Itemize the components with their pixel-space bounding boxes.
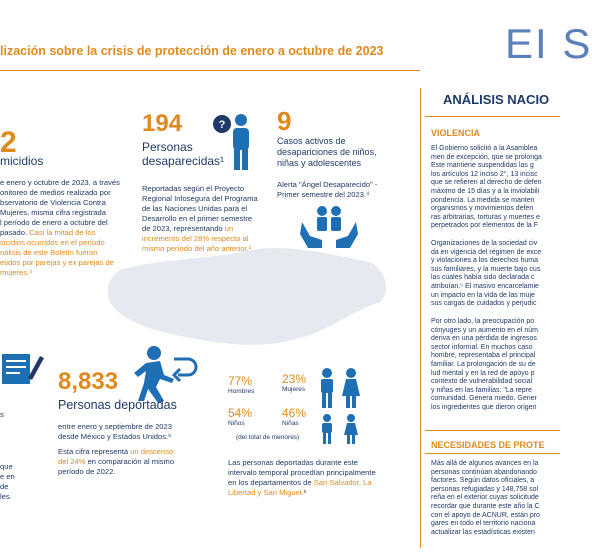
text-line-highlight: Libertad y San Miguel. [228,488,304,497]
deported-label: Personas deportadas [58,398,177,412]
text-line: sus familiares, y la muerte bajo cus [431,265,541,273]
text-line: sus cargas de cuidados y perjudic [431,300,537,308]
boy-icon [318,414,336,444]
text-line: en los departamentos de [228,478,312,487]
disappeared-label-1: Personas [142,140,193,154]
text-line: personas continúan abandonando [431,468,537,476]
text-line: lud mental y en la red de apoyo p [431,369,535,377]
text-line: un impacto en la vida de las muje [431,291,535,299]
protection-paragraph [431,460,551,537]
text-line: organismos y movimientos defen [431,205,534,213]
deported-number: 8,833 [58,368,119,395]
analysis-title: ANÁLISIS NACIO [443,92,550,107]
brand-logo: EI S [505,20,592,67]
text-line: contexto de vulnerabilidad social [431,378,533,386]
left-fragment-2: que [0,462,13,471]
text-line: hombre, representaba el principal [431,352,536,360]
text-line: Alerta "Ángel Desaparecido" - [277,180,378,189]
women-label: Mujeres [282,386,306,393]
left-fragment-3: e en [0,472,15,481]
running-person-icon [130,345,196,403]
text-line-highlight: incremento del 28% respecto al [142,234,249,243]
text-line: cónyuges y un aumento en el núm [431,326,539,334]
text-line: Las personas deportadas durante este [228,458,359,467]
text-line: que se refieren al derecho de defen [431,179,542,187]
men-label: Hombres [228,388,255,395]
text-line: y niñas en las familias: "La repre [431,386,532,394]
text-line-highlight: del 24% [58,457,86,466]
text-line: Este mantiene suspendidas las g [431,162,534,170]
women-percent: 23% [282,372,307,386]
text-line: onitoreo de medios realizado por [0,188,111,197]
protection-section-title: NECESIDADES DE PROTE [431,440,545,450]
children-number: 9 [277,106,292,136]
text-line: Organizaciones de la sociedad civ [431,240,538,247]
person-question-icon [208,112,260,174]
text-line-highlight: sicidios ocurridos en el período [0,238,105,247]
boys-label: Niños [228,420,245,427]
text-line: reña en el exterior cuyas solicitude [431,494,539,502]
text-line-highlight: nálisis de este Boletín fueron [0,248,98,257]
text-line: da en vigencia del régimen de exce [431,248,542,256]
disappeared-number: 194 [142,110,183,137]
analysis-title-rule [425,116,560,117]
violence-paragraph-2 [431,240,551,309]
text-line-highlight: un [224,224,234,233]
text-line: con el apoyo de ACNUR, están pro [431,511,540,519]
man-icon [316,368,338,408]
text-line: período de 2022. [58,467,116,476]
girl-icon [342,414,360,444]
deported-text-1 [58,422,218,442]
violence-paragraph-1 [431,145,551,231]
text-line: Regional Infosegura del Programa [142,194,258,203]
hands-children-icon [298,204,360,250]
el-salvador-map [100,240,400,360]
svg-text:?: ? [218,119,226,131]
text-line: Esta cifra representa [58,447,129,456]
text-line: comunidad. Genera miedo. Gener [431,395,537,403]
text-line: men de excepción, que se prolonga [431,153,542,161]
left-fragment-4: de [0,482,9,491]
text-line: pondencia. La medida se manten [431,196,535,204]
text-line: Mujeres, misma cifra registrada [0,208,106,217]
text-line: ras arbitrarias, torturas y muertes e [431,213,540,221]
minors-note: (del total de menores) [236,434,300,441]
label-line: niñas y adolescentes [277,158,362,168]
section-rule [425,430,560,431]
text-line: Primer semestre del 2023.⁴ [277,190,370,199]
homicides-text [0,178,125,278]
text-line-highlight: mismo período del año anterior.² [142,244,252,253]
text-line: bservatorio de Violencia Contra [0,198,106,207]
homicides-number: 2 [0,126,17,159]
column-divider [420,88,421,548]
left-fragment-5: les. [0,492,12,501]
men-percent: 77% [228,374,253,388]
text-line: los ingredientes que dieron origen [431,403,537,411]
document-pen-icon [0,348,44,388]
text-line: desde México y Estados Unidos.⁶ [58,432,172,441]
text-line: Desarrollo en el primer semestre [142,214,253,223]
violence-paragraph-3 [431,318,551,413]
text-line: entre enero y septiembre de 2023 [58,422,172,431]
text-line-highlight: Casi la mitad de los [29,228,96,237]
homicides-label: micidios [0,154,44,168]
label-line: desapariciones de niños, [277,147,377,157]
text-line-highlight: etidos por parejas y ex parejas de [0,258,114,267]
text-line: las cuales había sido declarada c [431,274,535,282]
text-line: l período de enero a octubre del [0,218,108,227]
text-line: de 2023, representando [142,224,223,233]
text-line: de las Naciones Unidas para el [142,204,248,213]
children-text [277,180,417,200]
text-line: actualizar las estadísticas existen [431,528,535,536]
text-line: Por otro lado, la preocupación po [431,318,535,325]
text-line: sector informal. En muchos caso [431,343,533,351]
text-line: recordar que durante este año la C [431,502,540,510]
boys-percent: 54% [228,406,253,420]
page-subtitle: lización sobre la crisis de protección de enero a octubre de 2023 [0,44,384,58]
disappeared-label-2: desaparecidas¹ [142,154,225,168]
text-line: pasado. [0,228,28,237]
text-line: familiar. La prolongación de su de [431,360,536,368]
text-line: en comparación al mismo [87,457,175,466]
text-line-highlight: un descenso [130,447,174,456]
deported-text-2 [58,447,218,477]
children-label [277,136,417,169]
disappeared-text [142,184,270,254]
text-line: factores. Según datos oficiales, a [431,477,535,485]
header-divider [0,70,420,71]
text-line: ⁶ [303,488,307,497]
text-line: El Gobierno solicitó a la Asamblea [431,145,538,152]
text-line: gares en todo el territorio naciona [431,520,536,528]
text-line: máximo de 15 días y a la inviolabili [431,187,540,195]
text-line: intervalo temporal procedían principalmente [228,468,376,477]
text-line-highlight: San Salvador, La [313,478,372,487]
text-line: Reportadas según el Proyecto [142,184,245,193]
text-line-highlight: mujeres.⁴ [0,268,33,277]
text-line: los artículos 12 inciso 2°, 13 incisc [431,170,538,178]
girls-label: Niñas [282,420,299,427]
violence-section-title: VIOLENCIA [431,128,481,138]
girls-percent: 46% [282,406,307,420]
text-line: y violaciones a los derechos huma [431,257,539,265]
text-line: perpetrados por elementos de la F [431,222,539,230]
text-line: atribuían.⁵ El masivo encarcelamie [431,282,539,290]
woman-icon [340,368,362,408]
label-line: Casos activos de [277,136,346,146]
left-fragment-1: s [0,410,4,419]
deported-origin-text [228,458,423,498]
text-line: deriva en una pérdida de ingresos [431,335,537,343]
text-line: Más allá de algunos avances en la [431,460,539,467]
text-line: personas refugiadas y 148,758 sol [431,485,539,493]
text-line: e enero y octubre de 2023, a través [0,178,120,187]
section-rule-2 [425,453,560,454]
